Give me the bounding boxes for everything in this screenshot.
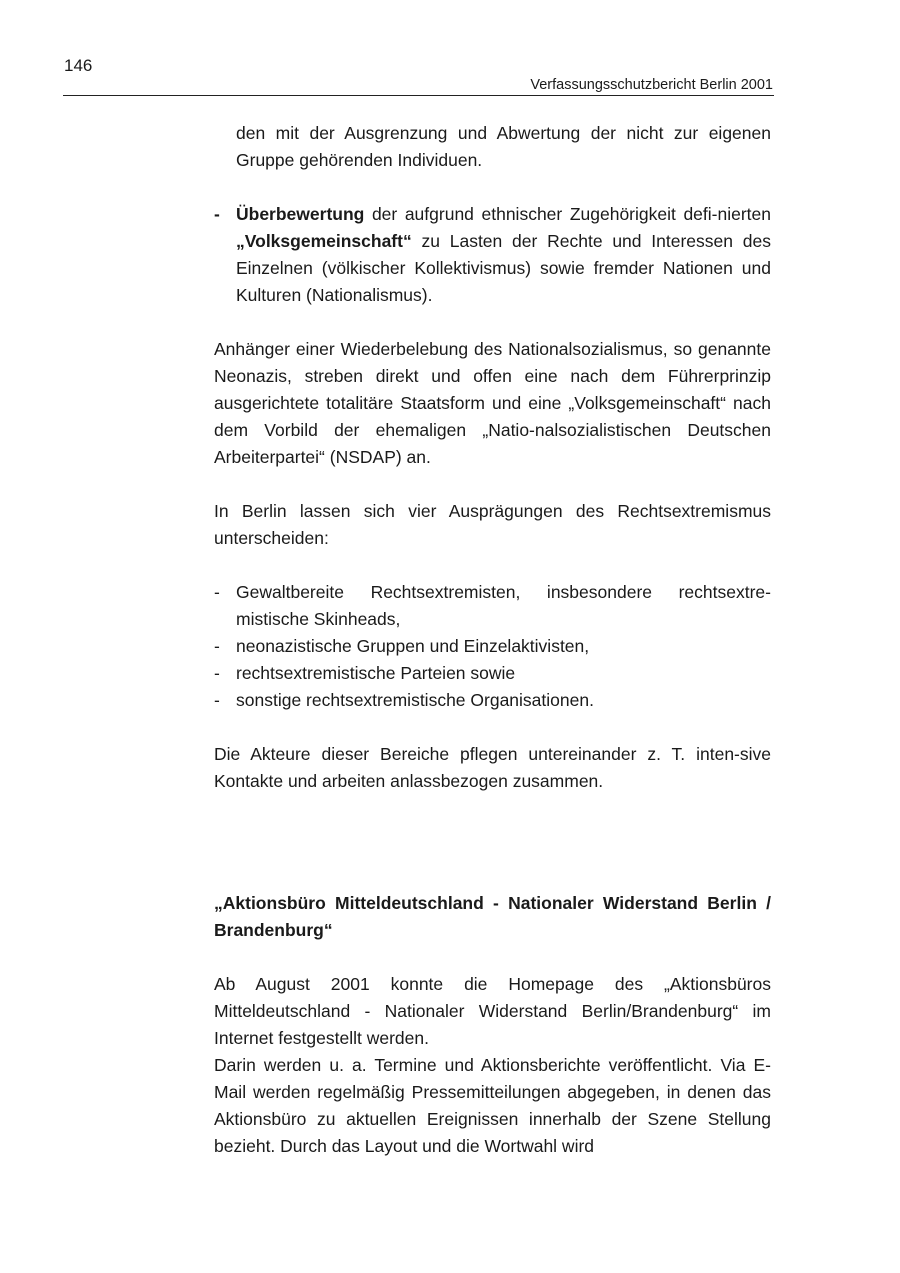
list-dash: - <box>214 204 220 224</box>
running-header-title: Verfassungsschutzbericht Berlin 2001 <box>530 77 773 93</box>
list-item <box>214 660 771 687</box>
list-item-text: zu Lasten der Rechte und Interessen des Einzelnen (völkischer Kollektivismus) sowie fremder Nationen und Kulturen (Nationalismus). <box>236 231 771 305</box>
paragraph-homepage: Ab August 2001 konnte die Homepage des „Aktionsbüros Mitteldeutschland - Nationaler Widerstand Berlin/Brandenburg“ im Internet festgestellt werden. <box>214 974 771 1048</box>
paragraph-berlin: In Berlin lassen sich vier Ausprägungen des Rechtsextremismus unterscheiden: <box>214 501 771 548</box>
page-number: 146 <box>64 56 93 75</box>
document-body <box>214 120 771 1160</box>
continued-list-text <box>214 120 771 174</box>
variants-list <box>214 579 771 714</box>
list-dash: - <box>214 582 220 602</box>
paragraph-spacer <box>214 714 771 741</box>
section-spacer <box>214 795 771 890</box>
paragraph-spacer <box>214 552 771 579</box>
bold-term-volksgemeinschaft: „Volksgemeinschaft“ <box>236 231 412 251</box>
list-item-text: rechtsextremistische Parteien sowie <box>236 663 516 683</box>
paragraph-spacer <box>214 471 771 498</box>
paragraph-spacer <box>214 944 771 971</box>
paragraph-spacer <box>214 174 771 201</box>
list-item-ueberbewertung <box>214 201 771 309</box>
section-heading: „Aktionsbüro Mitteldeutschland - Nationaler Widerstand Berlin / Brandenburg“ <box>214 893 771 940</box>
list-item <box>214 579 771 633</box>
list-dash: - <box>214 690 220 710</box>
list-dash: - <box>214 636 220 656</box>
paragraph-termine: Darin werden u. a. Termine und Aktionsberichte veröffentlicht. Via E-Mail werden regelmäßig Pressemitteilungen abgegeben, in denen das Aktionsbüro zu aktuellen Ereignissen innerhalb der Szene Stellung bezieht. Durch das Layout und die Wortwahl wird <box>214 1055 771 1156</box>
list-item-text: sonstige rechtsextremistische Organisationen. <box>236 690 594 710</box>
list-item <box>214 687 771 714</box>
list-item-text: Gewaltbereite Rechtsextremisten, insbesondere rechtsextre-mistische Skinheads, <box>236 582 771 629</box>
list-item-text: der aufgrund ethnischer Zugehörigkeit defi-nierten <box>364 204 771 224</box>
list-dash: - <box>214 663 220 683</box>
paragraph-neonazis: Anhänger einer Wiederbelebung des Nationalsozialismus, so genannte Neonazis, streben direkt und offen eine nach dem Führerprinzip ausgerichtete totalitäre Staatsform und eine „Volksgemeinschaft“ nach dem Vorbild der ehemaligen „Natio-nalsozialistischen Deutschen Arbeiterpartei“ (NSDAP) an. <box>214 339 771 467</box>
header-divider <box>63 95 774 96</box>
paragraph-spacer <box>214 309 771 336</box>
list-item-text: neonazistische Gruppen und Einzelaktivisten, <box>236 636 590 656</box>
list-item <box>214 633 771 660</box>
bold-term-ueberbewertung: Überbewertung <box>236 204 365 224</box>
paragraph-akteure: Die Akteure dieser Bereiche pflegen untereinander z. T. inten-sive Kontakte und arbeiten anlassbezogen zusammen. <box>214 744 771 791</box>
continued-text: den mit der Ausgrenzung und Abwertung der nicht zur eigenen Gruppe gehörenden Individuen. <box>236 123 771 170</box>
